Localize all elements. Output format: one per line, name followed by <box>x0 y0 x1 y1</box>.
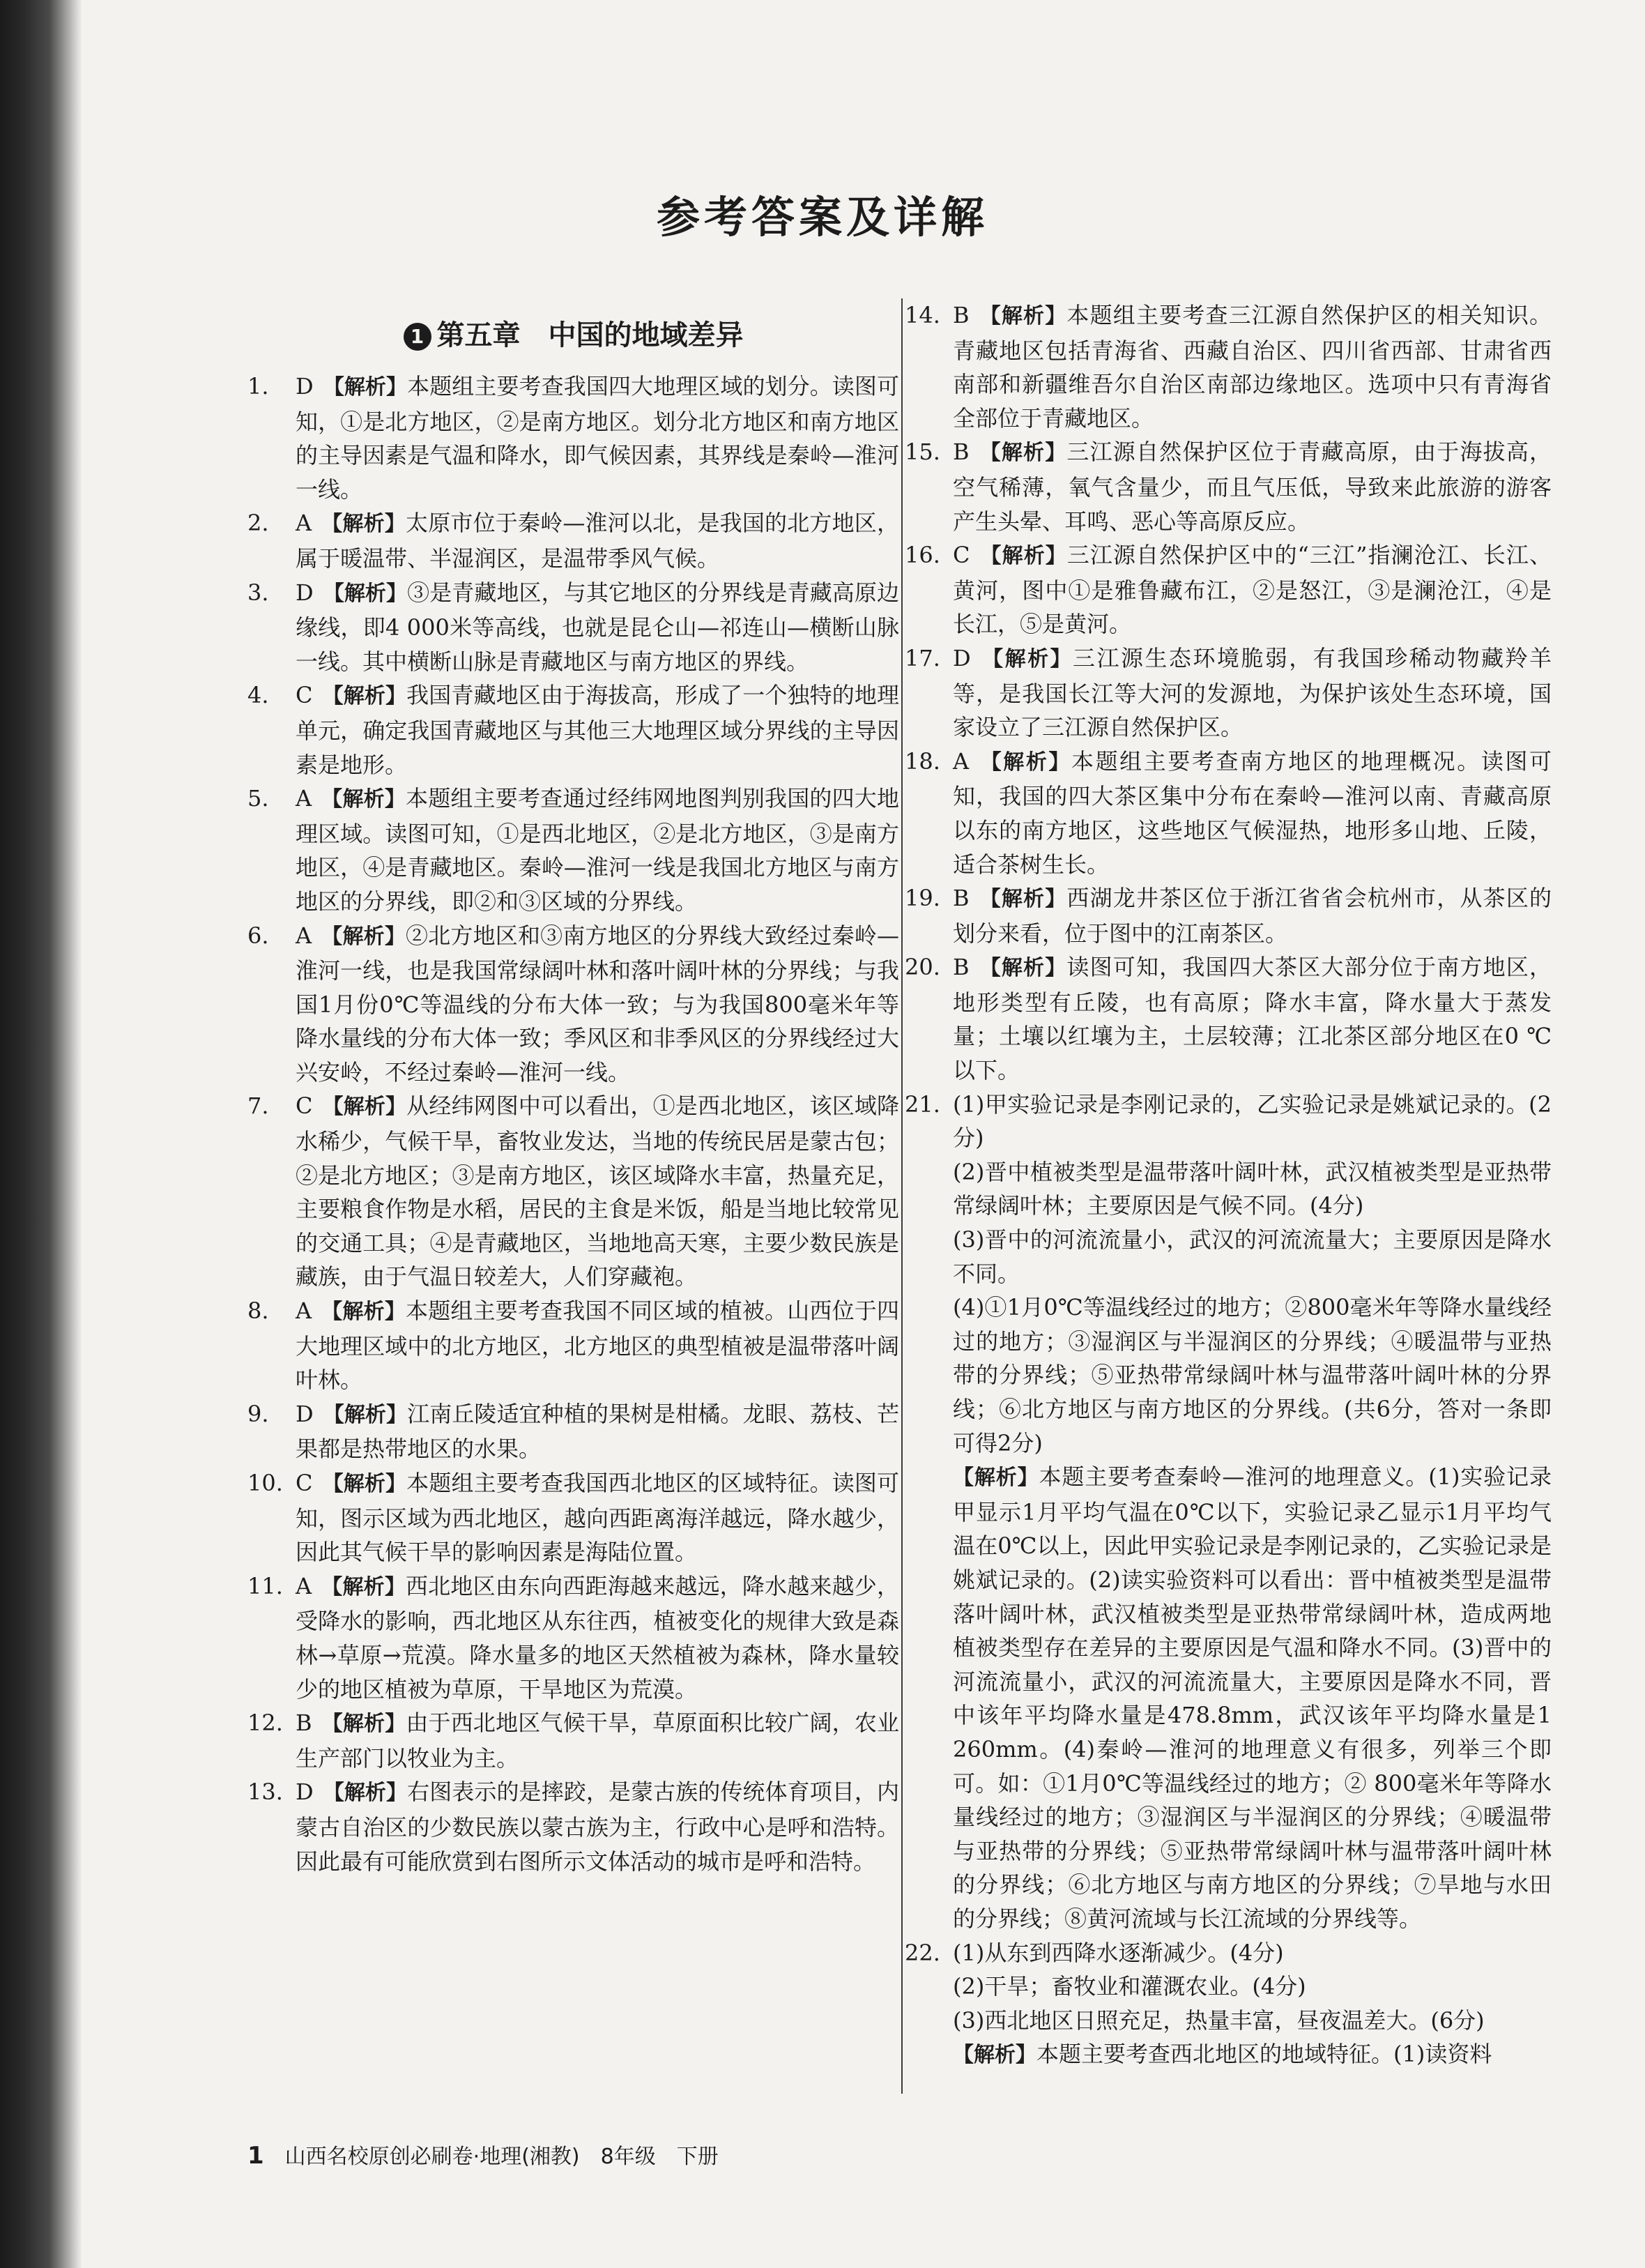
right-column <box>905 298 1552 2073</box>
question-number: 14. <box>905 302 940 328</box>
answer-letter: C <box>296 682 313 709</box>
analysis-tag: 【解析】 <box>953 1466 1039 1491</box>
page-title: 参考答案及详解 <box>656 192 988 243</box>
answer-part: (1)从东到西降水逐渐减少。(4分) <box>953 1939 1284 1966</box>
answer-item <box>247 370 899 506</box>
chapter-heading <box>247 315 899 356</box>
explanation-text: 江南丘陵适宜种植的果树是柑橘。龙眼、荔枝、芒果都是热带地区的水果。 <box>296 1400 899 1463</box>
answer-part: (3)晋中的河流流量小，武汉的河流流量大；主要原因是降水不同。 <box>953 1226 1552 1287</box>
analysis-tag: 【解析】 <box>323 581 408 606</box>
answer-letter: B <box>953 885 970 912</box>
answer-letter: A <box>953 747 970 775</box>
answer-item <box>905 881 1552 950</box>
answer-letter: A <box>296 922 312 949</box>
answer-part: (3)西北地区日照充足，热量丰富，昼夜温差大。(6分) <box>953 2007 1485 2034</box>
analysis-tag: 【解析】 <box>322 1472 407 1496</box>
question-number: 19. <box>905 885 940 912</box>
question-number: 17. <box>905 644 940 671</box>
question-number: 11. <box>247 1572 283 1599</box>
explanation-text: 右图表示的是摔跤，是蒙古族的传统体育项目，内蒙古自治区的少数民族以蒙古族为主，行政中心是呼和浩特。因此最有可能欣赏到右图所示文体活动的城市是呼和浩特。 <box>296 1779 899 1875</box>
question-number: 10. <box>247 1470 283 1496</box>
explanation-text: 本题组主要考查三江源自然保护区的相关知识。青藏地区包括青海省、西藏自治区、四川省西部、甘肃省西南部和新疆维吾尔自治区南部边缘地区。选项中只有青海省全部位于青藏地区。 <box>953 302 1552 432</box>
question-number: 16. <box>905 542 940 569</box>
answer-letter: A <box>296 1297 312 1325</box>
analysis-tag: 【解析】 <box>323 375 408 399</box>
answer-letter: D <box>296 373 314 399</box>
answer-item <box>905 950 1552 1087</box>
answer-part: (2)晋中植被类型是温带落叶阔叶林，武汉植被类型是亚热带常绿阔叶林；主要原因是气候不同。(4分) <box>953 1158 1552 1219</box>
answer-letter: D <box>953 644 971 671</box>
answer-item <box>905 435 1552 538</box>
answer-item <box>247 1706 899 1775</box>
question-number: 7. <box>247 1093 269 1120</box>
answer-item <box>247 506 899 575</box>
question-number: 8. <box>247 1297 269 1325</box>
right-answer-list <box>905 298 1552 1088</box>
explanation-text: 本题组主要考查我国不同区域的植被。山西位于四大地理区域中的北方地区，北方地区的典型植被是温带落叶阔叶林。 <box>296 1297 899 1394</box>
answer-item <box>247 919 899 1090</box>
answer-item <box>905 745 1552 881</box>
book-title: 山西名校原创必刷卷·地理(湘教) 8年级 下册 <box>284 2145 719 2169</box>
analysis-tag: 【解析】 <box>321 787 406 812</box>
answer-letter: A <box>296 785 312 812</box>
explanation-text: 本题组主要考查我国西北地区的区域特征。读图可知，图示区域为西北地区，越向西距离海洋越远，降水越少，因此其气候干旱的影响因素是海陆位置。 <box>296 1470 900 1566</box>
question-number: 12. <box>247 1710 283 1737</box>
explanation-text: 本题主要考查秦岭—淮河的地理意义。(1)实验记录甲显示1月平均气温在0℃以下，实验记录乙显示1月平均气温在0℃以上，因此甲实验记录是李刚记录的，乙实验记录是姚斌记录的。(2)读实验资料可以看出：晋中植被类型是温带落叶阔叶林，武汉植被类型是亚热带常绿阔叶林，造成两地植被类型存在差异的主要原因是气温和降水不同。(3)晋中的河流流量小，武汉的河流流量大，主要原因是降水不同，晋中该年平均降水量是478.8mm，武汉该年平均降水量是1 260mm。(4)秦岭—淮河的地理意义有很多，列举三个即可。如：①1月0℃等温线经过的地方；② 800毫米年等降水量线经过的地方；③湿润区与半湿润区的分界线；④暖温带与亚热带的分界线；⑤亚热带常绿阔叶林与温带落叶阔叶林的分界线；⑥北方地区与南方地区的分界线；⑦旱地与水田的分界线；⑧黄河流域与长江流域的分界线等。 <box>953 1463 1552 1932</box>
answer-item <box>247 1294 899 1397</box>
question-number: 3. <box>247 579 269 606</box>
page-footer <box>247 2139 719 2170</box>
answer-item <box>905 641 1552 745</box>
answer-item <box>247 1089 899 1294</box>
answer-letter: B <box>953 439 970 466</box>
explanation-text: 三江源自然保护区位于青藏高原，由于海拔高，空气稀薄，氧气含量少，而且气压低，导致来此旅游的游客产生头晕、耳鸣、恶心等高原反应。 <box>953 439 1552 535</box>
explanation-text: 三江源自然保护区中的“三江”指澜沧江、长江、黄河，图中①是雅鲁藏布江，②是怒江，③是澜沧江，④是长江，⑤是黄河。 <box>953 542 1552 638</box>
explanation-text: ③是青藏地区，与其它地区的分界线是青藏高原边缘线，即4 000米等高线，也就是昆仑山—祁连山—横断山脉一线。其中横断山脉是青藏地区与南方地区的界线。 <box>296 579 899 675</box>
answer-letter: B <box>296 1710 312 1737</box>
answer-item <box>247 1397 899 1466</box>
analysis-tag: 【解析】 <box>979 304 1067 328</box>
question-number: 20. <box>905 954 940 981</box>
question-number: 22. <box>905 1939 940 1966</box>
explanation-text: 西湖龙井茶区位于浙江省省会杭州市，从茶区的划分来看，位于图中的江南茶区。 <box>953 885 1552 947</box>
answer-item <box>905 298 1552 435</box>
question-number: 1. <box>247 373 269 399</box>
analysis-tag: 【解析】 <box>979 749 1071 775</box>
answer-letter: A <box>296 1572 312 1599</box>
explanation-21 <box>905 1460 1552 1935</box>
page-binding-shadow <box>0 0 82 2268</box>
analysis-tag: 【解析】 <box>321 1300 406 1325</box>
analysis-tag: 【解析】 <box>979 956 1067 981</box>
answer-letter: D <box>296 1779 314 1806</box>
answer-letter: D <box>296 579 314 606</box>
answer-item <box>247 782 899 918</box>
answer-item <box>247 1569 899 1706</box>
answer-part: (1)甲实验记录是李刚记录的，乙实验记录是姚斌记录的。(2分) <box>953 1090 1552 1152</box>
answer-part: (4)①1月0℃等温线经过的地方；②800毫米年等降水量线经过的地方；③湿润区与半湿润区的分界线；④暖温带与亚热带的分界线；⑤亚热带常绿阔叶林与温带落叶阔叶林的分界线；⑥北方地区与南方地区的分界线。(共6分，答对一条即可得2分) <box>953 1294 1552 1456</box>
question-number: 2. <box>247 510 269 537</box>
explanation-text: 本题主要考查西北地区的地域特征。(1)读资料 <box>1036 2041 1492 2068</box>
analysis-tag: 【解析】 <box>321 1574 406 1599</box>
chapter-number-badge: 1 <box>404 323 431 351</box>
answer-letter: A <box>296 510 312 537</box>
column-divider <box>901 298 903 2094</box>
explanation-text: 本题组主要考查南方地区的地理概况。读图可知，我国的四大茶区集中分布在秦岭—淮河以南、青藏高原以东的南方地区，这些地区气候湿热，地形多山地、丘陵，适合茶树生长。 <box>953 747 1552 878</box>
explanation-text: 本题组主要考查通过经纬网地图判别我国的四大地理区域。读图可知，①是西北地区，②是北方地区，③是南方地区，④是青藏地区。秦岭—淮河一线是我国北方地区与南方地区的分界线，即②和③区域的分界线。 <box>296 785 899 915</box>
chapter-title: 第五章 中国的地域差异 <box>436 319 744 351</box>
answer-letter: B <box>953 954 970 981</box>
explanation-text: ②北方地区和③南方地区的分界线大致经过秦岭—淮河一线，也是我国常绿阔叶林和落叶阔叶林的分界线；与我国1月份0℃等温线的分布大体一致；与为我国800毫米年等降水量线的分布大体一致；季风区和非季风区的分界线经过大兴安岭，不经过秦岭—淮河一线。 <box>296 922 899 1086</box>
analysis-tag: 【解析】 <box>322 1095 407 1120</box>
question-number: 13. <box>247 1779 283 1806</box>
analysis-tag: 【解析】 <box>979 887 1067 912</box>
answer-letter: B <box>953 302 970 328</box>
explanation-22 <box>905 2037 1552 2073</box>
answer-letter: C <box>953 542 970 569</box>
left-column <box>247 298 899 1878</box>
analysis-tag: 【解析】 <box>321 512 406 537</box>
left-answer-list <box>247 370 899 1878</box>
explanation-text: 本题组主要考查我国四大地理区域的划分。读图可知，①是北方地区，②是南方地区。划分北方地区和南方地区的主导因素是气温和降水，即气候因素，其界线是秦岭—淮河一线。 <box>296 373 899 503</box>
question-number: 5. <box>247 785 269 812</box>
question-number: 21. <box>905 1090 940 1118</box>
explanation-text: 西北地区由东向西距海越来越远，降水越来越少，受降水的影响，西北地区从东往西，植被变化的规律大致是森林→草原→荒漠。降水量多的地区天然植被为森林，降水量较少的地区植被为草原，干旱地区为荒漠。 <box>296 1572 899 1703</box>
explanation-text: 从经纬网图中可以看出，①是西北地区，该区域降水稀少，气候干旱，畜牧业发达，当地的传统民居是蒙古包；②是北方地区；③是南方地区，该区域降水丰富，热量充足，主要粮食作物是水稻，居民的主食是米饭，船是当地比较常见的交通工具；④是青藏地区，当地地高天寒，主要少数民族是藏族，由于气温日较差大，人们穿藏袍。 <box>296 1093 900 1291</box>
analysis-tag: 【解析】 <box>321 924 406 949</box>
answer-part: (2)干旱；畜牧业和灌溉农业。(4分) <box>953 1973 1306 2000</box>
answer-item <box>247 1466 899 1569</box>
answer-item <box>247 1775 899 1878</box>
explanation-text: 由于西北地区气候干旱，草原面积比较广阔，农业生产部门以牧业为主。 <box>296 1710 899 1772</box>
analysis-tag: 【解析】 <box>322 684 407 709</box>
page-number: 1 <box>247 2142 264 2170</box>
answer-item <box>247 576 899 679</box>
explanation-text: 读图可知，我国四大茶区大部分位于南方地区，地形类型有丘陵，也有高原；降水丰富，降水量大于蒸发量；土壤以红壤为主，土层较薄；江北茶区部分地区在0 ℃以下。 <box>953 954 1552 1084</box>
answer-item-21 <box>905 1088 1552 1155</box>
answer-letter: C <box>296 1093 313 1120</box>
question-number: 9. <box>247 1400 269 1427</box>
analysis-tag: 【解析】 <box>323 1402 408 1427</box>
question-number: 6. <box>247 922 269 949</box>
question-number: 4. <box>247 682 269 709</box>
question-number: 15. <box>905 439 940 466</box>
answer-letter: C <box>296 1470 313 1496</box>
analysis-tag: 【解析】 <box>980 646 1073 671</box>
analysis-tag: 【解析】 <box>979 544 1067 569</box>
explanation-text: 太原市位于秦岭—淮河以北，是我国的北方地区，属于暖温带、半湿润区，是温带季风气候。 <box>296 510 899 572</box>
explanation-text: 三江源生态环境脆弱，有我国珍稀动物藏羚羊等，是我国长江等大河的发源地，为保护该处生态环境，国家设立了三江源自然保护区。 <box>953 644 1552 741</box>
answer-item <box>905 538 1552 641</box>
analysis-tag: 【解析】 <box>321 1712 406 1737</box>
question-number: 18. <box>905 747 940 775</box>
analysis-tag: 【解析】 <box>979 441 1067 466</box>
analysis-tag: 【解析】 <box>953 2043 1036 2068</box>
analysis-tag: 【解析】 <box>323 1781 408 1806</box>
explanation-text: 我国青藏地区由于海拔高，形成了一个独特的地理单元，确定我国青藏地区与其他三大地理区域分界线的主导因素是地形。 <box>296 682 900 778</box>
answer-item <box>247 678 899 782</box>
answer-item-22 <box>905 1936 1552 1970</box>
answer-letter: D <box>296 1400 314 1427</box>
